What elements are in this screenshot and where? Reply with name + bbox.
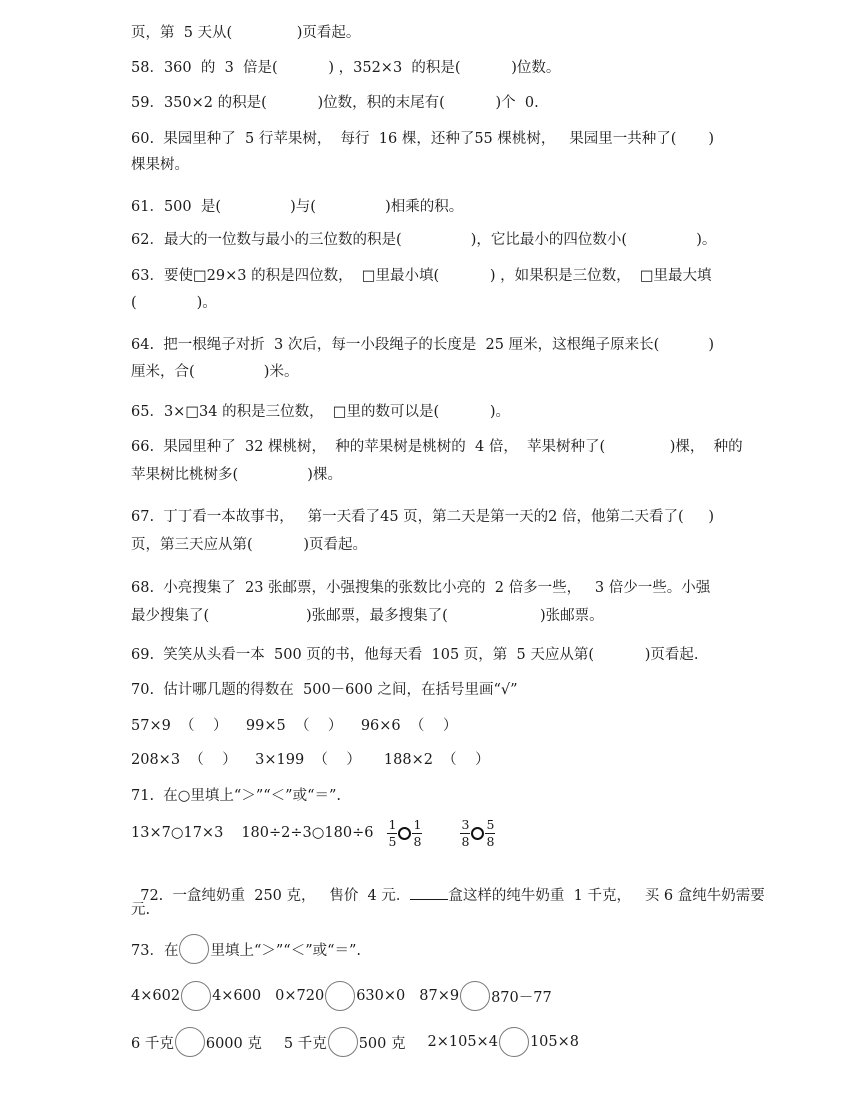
q61: 61．500 是( )与( )相乘的积。	[131, 199, 464, 215]
q70-row2: 208×3 （ ） 3×199 （ ） 188×2 （ ）	[131, 752, 490, 768]
q72	[131, 865, 765, 906]
q63-cont: ( )。	[131, 295, 217, 311]
compare-right: 870－77	[491, 989, 552, 1006]
q72-blank[interactable]	[410, 885, 448, 900]
q67	[131, 507, 714, 527]
q73-title	[131, 932, 361, 966]
q67-cont: 页，第三天应从第( )页看起。	[131, 537, 368, 553]
compare-right: 105×8	[529, 1034, 579, 1050]
q72-text-b: 盒这样的纯牛奶重 1 千克， 买 6 盒纯牛奶需要	[448, 888, 765, 904]
q71-expr2: 180÷2÷3○180÷6	[241, 825, 374, 841]
compare-left: 0×720	[275, 988, 325, 1004]
q69: 69. 笑笑从头看一本 500 页的书，他每天看 105 页，第 5 天应从第( )页看起.	[131, 647, 699, 663]
q71-title: 71. 在○里填上“＞”“＜”或“＝”.	[131, 788, 342, 804]
q72-cont: 元.	[131, 902, 151, 918]
q66-cont: 苹果树比桃树多( )棵。	[131, 467, 342, 483]
q62: 62．最大的一位数与最小的三位数的积是( )，它比最小的四位数小( )。	[131, 232, 717, 248]
answer-circle[interactable]	[325, 981, 355, 1011]
q68-cont: 最少搜集了( )张邮票，最多搜集了( )张邮票。	[131, 608, 604, 624]
q73-title-a: 73．在	[131, 942, 179, 959]
compare-circle-icon[interactable]	[398, 827, 411, 840]
answer-circle[interactable]	[499, 1027, 529, 1057]
answer-circle[interactable]	[181, 981, 211, 1011]
q59: 59．350×2 的积是( )位数，积的末尾有( )个 0.	[131, 95, 539, 111]
compare-right: 4×600	[212, 988, 262, 1004]
q73-row2	[131, 1024, 579, 1060]
q70-row1: 57×9 （ ） 99×5 （ ） 96×6 （ ）	[131, 718, 458, 734]
answer-circle[interactable]	[460, 981, 490, 1011]
q67-text: 67. 丁丁看一本故事书， 第一天看了45 页，第二天是第一天的2 倍，他第二天看了(	[131, 509, 684, 525]
q71-row	[131, 815, 495, 851]
compare-right: 630×0	[356, 988, 406, 1004]
answer-circle-icon	[179, 934, 209, 964]
fraction: $\frac{3}{8}$	[461, 816, 470, 849]
compare-left: 5 千克	[283, 1035, 327, 1052]
q71-fraction-compare-2	[460, 818, 495, 849]
q66: 66. 果园里种了 32 棵桃树， 种的苹果树是桃树的 4 倍， 苹果树种了( )棵， 种的	[131, 439, 743, 455]
q57-tail: 页，第 5 天从( )页看起。	[131, 25, 361, 41]
compare-left: 87×9	[419, 988, 460, 1004]
compare-left: 2×105×4	[427, 1034, 498, 1050]
q64	[131, 335, 714, 355]
answer-circle[interactable]	[175, 1027, 205, 1057]
q64-paren: )	[708, 337, 714, 353]
q72-text-a: 72. 一盒纯奶重 250 克， 售价 4 元．	[140, 888, 411, 904]
q60	[131, 129, 714, 149]
compare-circle-icon[interactable]	[471, 827, 484, 840]
q64-text: 64. 把一根绳子对折 3 次后，每一小段绳子的长度是 25 厘米，这根绳子原来长(	[131, 337, 660, 353]
fraction: $\frac{1}{8}$	[413, 816, 422, 849]
compare-right: 500 克	[358, 1035, 406, 1052]
q73-title-b: 里填上“＞”“＜”或“＝”.	[210, 942, 362, 959]
fraction: $\frac{1}{5}$	[388, 816, 397, 849]
compare-left: 6 千克	[131, 1035, 174, 1052]
q60-paren: )	[708, 131, 714, 147]
q64-cont: 厘米，合( )米。	[131, 364, 299, 380]
compare-left: 4×602	[131, 988, 181, 1004]
q60-text: 60. 果园里种了 5 行苹果树， 每行 16 棵，还种了55 棵桃树， 果园里一共种了(	[131, 131, 677, 147]
fraction: $\frac{5}{8}$	[486, 816, 495, 849]
q60-cont: 棵果树。	[131, 157, 189, 173]
q63: 63．要使□29×3 的积是四位数， □里最小填( ) ，如果积是三位数， □里最大填	[131, 268, 712, 284]
q73-row1	[131, 978, 552, 1014]
compare-right: 6000 克	[205, 1035, 262, 1052]
q67-paren: )	[708, 509, 714, 525]
q71-expr1: 13×7○17×3	[131, 825, 224, 841]
q70-title: 70. 估计哪几题的得数在 500－600 之间，在括号里画“√”	[131, 682, 518, 698]
q58: 58．360 的 3 倍是( ) ，352×3 的积是( )位数。	[131, 60, 561, 76]
answer-circle[interactable]	[328, 1027, 358, 1057]
q71-fraction-compare-1	[387, 818, 422, 849]
q68: 68. 小亮搜集了 23 张邮票，小强搜集的张数比小亮的 2 倍多一些， 3 倍少一些。小强	[131, 580, 711, 596]
q65: 65．3×□34 的积是三位数， □里的数可以是( )。	[131, 404, 511, 420]
